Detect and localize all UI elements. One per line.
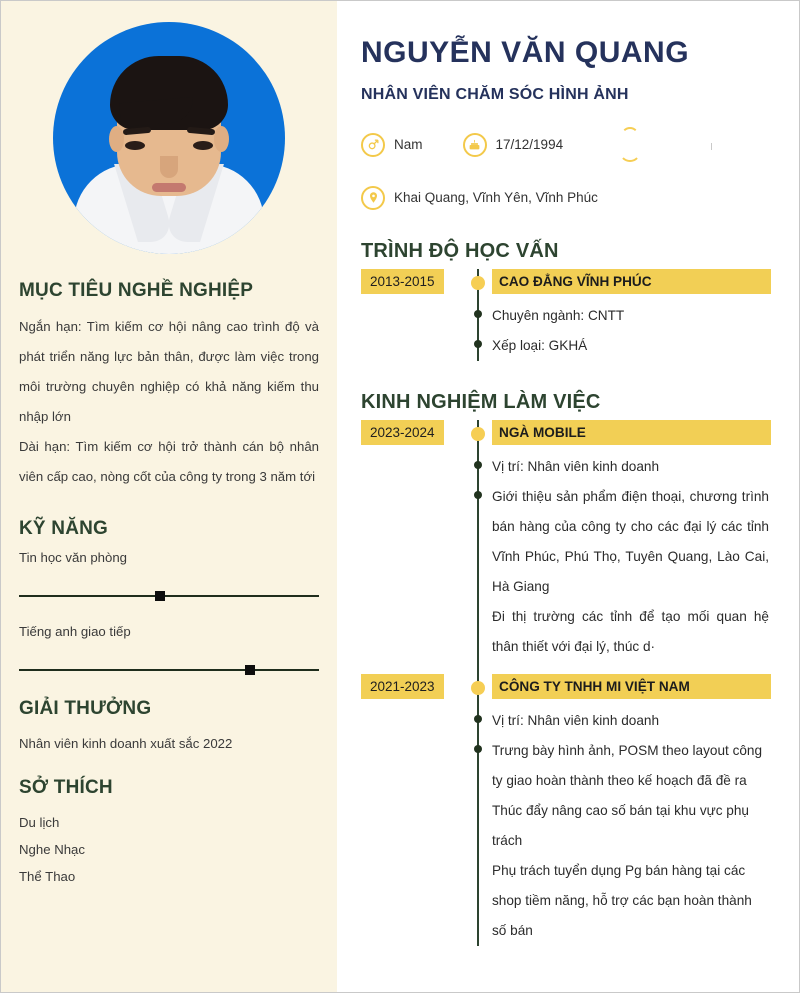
experience-detail-row: [361, 706, 771, 736]
experience-detail: Vị trí: Nhân viên kinh doanh: [492, 712, 660, 728]
hobby-item: Thể Thao: [19, 869, 76, 884]
contact-birthday: [463, 133, 564, 157]
timeline-dot-minor: [474, 340, 482, 348]
job-title: NHÂN VIÊN CHĂM SÓC HÌNH ẢNH: [361, 85, 629, 103]
clipped-icon-area: [603, 130, 723, 160]
skill-label: Tin học văn phòng: [19, 550, 128, 565]
experience-detail-row: [361, 452, 771, 482]
experience-entry-header: [361, 674, 771, 700]
portrait-eye-right: [193, 141, 213, 150]
experience-detail-cell: [477, 856, 771, 946]
experience-timeline: [361, 420, 771, 946]
experience-detail-cell: [477, 452, 771, 482]
portrait-ear-right: [214, 126, 229, 152]
experience-detail-row: [361, 796, 771, 856]
timeline-dot-major: [471, 276, 485, 290]
page-title: NGUYỄN VĂN QUANG: [361, 36, 690, 69]
avatar: [53, 22, 285, 254]
clipped-icon-bottom-fragment: [619, 140, 641, 162]
education-entry-header: [361, 269, 771, 295]
education-heading: TRÌNH ĐỘ HỌC VẤN: [361, 239, 559, 262]
experience-year-cell: [361, 420, 477, 445]
contact-gender: [361, 133, 423, 157]
experience-detail: Vị trí: Nhân viên kinh doanh: [492, 458, 660, 474]
skill-label: Tiếng anh giao tiếp: [19, 624, 131, 639]
skill-slider[interactable]: [19, 590, 319, 602]
contact-row-secondary: [361, 186, 771, 210]
portrait-mouth: [152, 183, 186, 192]
slider-track: [19, 595, 319, 597]
experience-detail: Phụ trách tuyển dụng Pg bán hàng tại các shop tiềm năng, hỗ trợ các bạn hoàn thành số bán: [492, 862, 752, 938]
timeline-dot-minor: [474, 715, 482, 723]
education-detail-cell: [477, 331, 771, 361]
contact-gender-value: Nam: [394, 137, 423, 152]
timeline-dot-minor: [474, 745, 482, 753]
education-detail-cell: [477, 301, 771, 331]
location-pin-icon: [361, 186, 385, 210]
slider-thumb[interactable]: [155, 591, 165, 601]
experience-entry-header: [361, 420, 771, 446]
experience-detail-row: [361, 482, 771, 602]
experience-detail-cell: [477, 796, 771, 856]
experience-detail-cell: [477, 602, 771, 662]
experience-org-cell: [477, 420, 771, 445]
slider-thumb[interactable]: [245, 665, 255, 675]
education-org: CAO ĐẲNG VĨNH PHÚC: [492, 269, 771, 294]
timeline-dot-minor: [474, 461, 482, 469]
experience-detail-cell: [477, 482, 771, 602]
experience-detail: Đi thị trường các tỉnh để tạo mối quan hệ thân thiết với đại lý, thúc d·: [492, 608, 769, 654]
year-badge: 2021-2023: [361, 674, 444, 699]
skill-item: [19, 550, 319, 602]
experience-detail: Trưng bày hình ảnh, POSM theo layout công ty giao hoàn thành theo kế hoạch đã đề ra: [492, 742, 763, 788]
portrait-nose: [160, 156, 178, 178]
experience-detail-row: [361, 856, 771, 946]
skills-heading: KỸ NĂNG: [19, 518, 109, 539]
gender-icon: [361, 133, 385, 157]
portrait-eye-left: [125, 141, 145, 150]
avatar-wrapper: [19, 1, 319, 254]
experience-heading: KINH NGHIỆM LÀM VIỆC: [361, 390, 601, 413]
year-badge: 2023-2024: [361, 420, 444, 445]
portrait-ear-left: [109, 126, 124, 152]
experience-detail: Giới thiệu sản phẩm điện thoại, chương trình bán hàng của công ty cho các đại lý các tỉnh Vĩnh Phúc, Phú Thọ, Tuyên Quang, Lào Cai, Hà Giang: [492, 488, 769, 594]
skill-item: [19, 624, 319, 676]
experience-detail-cell: [477, 706, 771, 736]
birthday-cake-icon: [463, 133, 487, 157]
contact-row-primary: [361, 130, 771, 160]
experience-org: NGÀ MOBILE: [492, 420, 771, 445]
experience-detail-row: [361, 736, 771, 796]
timeline-dot-minor: [474, 491, 482, 499]
hobbies-heading: SỞ THÍCH: [19, 777, 113, 798]
education-year-cell: [361, 269, 477, 294]
main-content: [337, 1, 799, 992]
experience-detail-cell: [477, 736, 771, 796]
timeline-dot-major: [471, 427, 485, 441]
portrait-hair: [110, 56, 228, 130]
contact-address-value: Khai Quang, Vĩnh Yên, Vĩnh Phúc: [394, 190, 598, 205]
year-badge: 2013-2015: [361, 269, 444, 294]
slider-track: [19, 669, 319, 671]
objective-paragraph-1: Ngắn hạn: Tìm kiếm cơ hội nâng cao trình độ và phát triển năng lực bản thân, được làm việc trong môi trường chuyên nghiệp có khả năng kiếm thu nhập lớn: [19, 319, 319, 424]
hobby-item: Du lịch: [19, 815, 60, 830]
spacer: [361, 662, 771, 674]
experience-org: CÔNG TY TNHH MI VIỆT NAM: [492, 674, 771, 699]
education-detail-row: [361, 331, 771, 361]
contact-address: [361, 186, 598, 210]
education-org-cell: [477, 269, 771, 294]
award-item: Nhân viên kinh doanh xuất sắc 2022: [19, 736, 233, 751]
awards-heading: GIẢI THƯỞNG: [19, 698, 152, 719]
experience-org-cell: [477, 674, 771, 699]
timeline-dot-minor: [474, 310, 482, 318]
clipped-text-fragment: [711, 143, 712, 150]
education-detail: Chuyên ngành: CNTT: [492, 307, 625, 323]
skill-slider[interactable]: [19, 664, 319, 676]
education-detail-row: [361, 301, 771, 331]
contact-birthday-value: 17/12/1994: [495, 137, 564, 152]
education-timeline: [361, 269, 771, 361]
experience-detail-row: [361, 602, 771, 662]
experience-year-cell: [361, 674, 477, 699]
objective-heading: MỤC TIÊU NGHỀ NGHIỆP: [19, 280, 254, 301]
sidebar: [1, 1, 337, 992]
hobby-item: Nghe Nhạc: [19, 842, 85, 857]
timeline-dot-major: [471, 681, 485, 695]
experience-detail: Thúc đẩy nâng cao số bán tại khu vực phụ trách: [492, 802, 749, 848]
objective-paragraph-2: Dài hạn: Tìm kiếm cơ hội trở thành cán bộ nhân viên cấp cao, nòng cốt của công ty trong 3 năm tới: [19, 439, 319, 484]
education-detail: Xếp loại: GKHÁ: [492, 337, 588, 353]
